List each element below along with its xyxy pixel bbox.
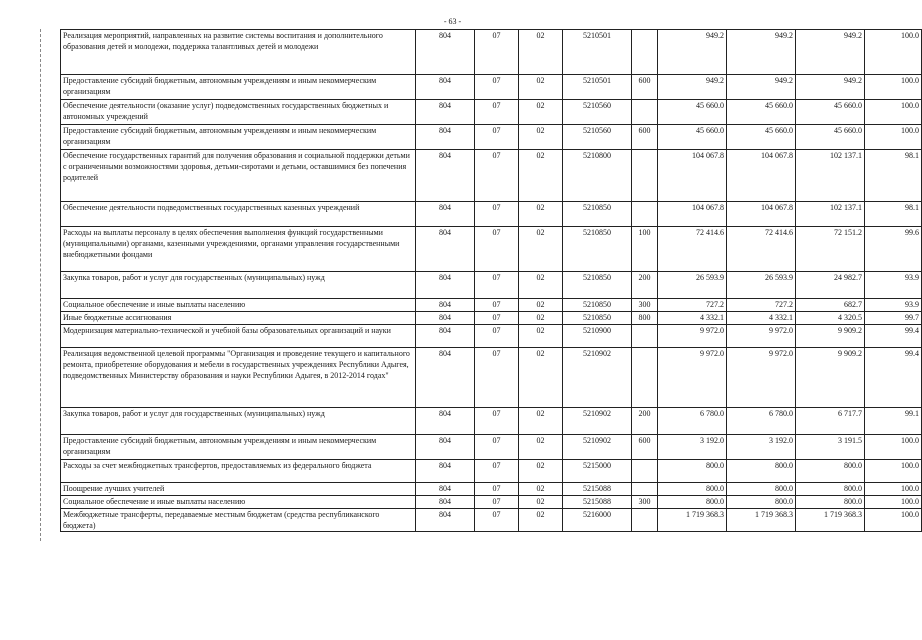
table-row xyxy=(61,509,922,532)
refined-amount: 45 660.0 xyxy=(727,125,796,150)
approved-amount: 3 192.0 xyxy=(658,435,727,460)
budget-table xyxy=(60,29,922,532)
target-article-code: 5210501 xyxy=(563,30,632,75)
refined-amount: 6 780.0 xyxy=(727,408,796,435)
table-row xyxy=(61,408,922,435)
ministry-code: 804 xyxy=(416,272,475,299)
section-code: 07 xyxy=(475,509,519,532)
refined-amount: 800.0 xyxy=(727,483,796,496)
section-code: 07 xyxy=(475,435,519,460)
table-row xyxy=(61,435,922,460)
ministry-code: 804 xyxy=(416,299,475,312)
item-name: Предоставление субсидий бюджетным, автономным учреждениям и иным некоммерческим организациям xyxy=(61,75,416,100)
execution-percent: 100.0 xyxy=(865,125,922,150)
item-name: Закупка товаров, работ и услуг для государственных (муниципальных) нужд xyxy=(61,408,416,435)
refined-amount: 26 593.9 xyxy=(727,272,796,299)
approved-amount: 9 972.0 xyxy=(658,325,727,348)
item-name: Предоставление субсидий бюджетным, автономным учреждениям и иным некоммерческим организациям xyxy=(61,125,416,150)
expense-type-code: 100 xyxy=(632,227,658,272)
target-article-code: 5210902 xyxy=(563,408,632,435)
execution-percent: 99.7 xyxy=(865,312,922,325)
execution-percent: 100.0 xyxy=(865,496,922,509)
item-name: Межбюджетные трансферты, передаваемые местным бюджетам (средства республиканского бюджета) xyxy=(61,509,416,532)
section-code: 07 xyxy=(475,125,519,150)
table-row xyxy=(61,460,922,483)
subsection-code: 02 xyxy=(519,227,563,272)
refined-amount: 3 192.0 xyxy=(727,435,796,460)
refined-amount: 9 972.0 xyxy=(727,348,796,408)
execution-percent: 100.0 xyxy=(865,75,922,100)
executed-amount: 682.7 xyxy=(796,299,865,312)
subsection-code: 02 xyxy=(519,299,563,312)
refined-amount: 9 972.0 xyxy=(727,325,796,348)
ministry-code: 804 xyxy=(416,30,475,75)
execution-percent: 100.0 xyxy=(865,483,922,496)
expense-type-code xyxy=(632,202,658,227)
table-row xyxy=(61,75,922,100)
approved-amount: 6 780.0 xyxy=(658,408,727,435)
executed-amount: 45 660.0 xyxy=(796,125,865,150)
section-code: 07 xyxy=(475,483,519,496)
target-article-code: 5215000 xyxy=(563,460,632,483)
ministry-code: 804 xyxy=(416,312,475,325)
approved-amount: 104 067.8 xyxy=(658,202,727,227)
item-name: Поощрение лучших учителей xyxy=(61,483,416,496)
target-article-code: 5210560 xyxy=(563,100,632,125)
executed-amount: 24 982.7 xyxy=(796,272,865,299)
target-article-code: 5210902 xyxy=(563,435,632,460)
ministry-code: 804 xyxy=(416,125,475,150)
section-code: 07 xyxy=(475,150,519,202)
item-name: Расходы за счет межбюджетных трансфертов, предоставляемых из федерального бюджета xyxy=(61,460,416,483)
item-name: Закупка товаров, работ и услуг для государственных (муниципальных) нужд xyxy=(61,272,416,299)
expense-type-code xyxy=(632,483,658,496)
section-code: 07 xyxy=(475,272,519,299)
section-code: 07 xyxy=(475,325,519,348)
target-article-code: 5210850 xyxy=(563,202,632,227)
section-code: 07 xyxy=(475,75,519,100)
executed-amount: 949.2 xyxy=(796,30,865,75)
approved-amount: 1 719 368.3 xyxy=(658,509,727,532)
target-article-code: 5210900 xyxy=(563,325,632,348)
executed-amount: 800.0 xyxy=(796,460,865,483)
subsection-code: 02 xyxy=(519,150,563,202)
approved-amount: 45 660.0 xyxy=(658,125,727,150)
expense-type-code: 300 xyxy=(632,496,658,509)
executed-amount: 949.2 xyxy=(796,75,865,100)
execution-percent: 98.1 xyxy=(865,202,922,227)
expense-type-code: 300 xyxy=(632,299,658,312)
expense-type-code: 600 xyxy=(632,125,658,150)
approved-amount: 4 332.1 xyxy=(658,312,727,325)
target-article-code: 5215088 xyxy=(563,483,632,496)
approved-amount: 727.2 xyxy=(658,299,727,312)
executed-amount: 9 909.2 xyxy=(796,348,865,408)
subsection-code: 02 xyxy=(519,100,563,125)
item-name: Социальное обеспечение и иные выплаты населению xyxy=(61,299,416,312)
item-name: Расходы на выплаты персоналу в целях обеспечения выполнения функций государственными (муниципальными) органами, казенными учреждениями, органами управления государственными внебюджетными фондами xyxy=(61,227,416,272)
execution-percent: 100.0 xyxy=(865,460,922,483)
section-code: 07 xyxy=(475,496,519,509)
section-code: 07 xyxy=(475,408,519,435)
item-name: Предоставление субсидий бюджетным, автономным учреждениям и иным некоммерческим организациям xyxy=(61,435,416,460)
item-name: Обеспечение деятельности подведомственных государственных казенных учреждений xyxy=(61,202,416,227)
section-code: 07 xyxy=(475,299,519,312)
refined-amount: 1 719 368.3 xyxy=(727,509,796,532)
item-name: Реализация мероприятий, направленных на развитие системы воспитания и дополнительного образования детей и молодежи, поддержка талантливых детей и молодежи xyxy=(61,30,416,75)
ministry-code: 804 xyxy=(416,408,475,435)
section-code: 07 xyxy=(475,312,519,325)
approved-amount: 800.0 xyxy=(658,496,727,509)
page-number: - 63 - xyxy=(443,17,462,26)
expense-type-code: 600 xyxy=(632,435,658,460)
table-row xyxy=(61,100,922,125)
executed-amount: 4 320.5 xyxy=(796,312,865,325)
table-row xyxy=(61,483,922,496)
expense-type-code xyxy=(632,460,658,483)
ministry-code: 804 xyxy=(416,509,475,532)
ministry-code: 804 xyxy=(416,435,475,460)
expense-type-code: 600 xyxy=(632,75,658,100)
execution-percent: 99.6 xyxy=(865,227,922,272)
expense-type-code: 200 xyxy=(632,272,658,299)
approved-amount: 26 593.9 xyxy=(658,272,727,299)
executed-amount: 800.0 xyxy=(796,496,865,509)
item-name: Обеспечение государственных гарантий для получения образования и социальной поддержки детьми с ограниченными возможностями здоровья, детьми-сиротами и детьми, оставшимися без попечения родителей xyxy=(61,150,416,202)
target-article-code: 5216000 xyxy=(563,509,632,532)
table-row xyxy=(61,30,922,75)
subsection-code: 02 xyxy=(519,496,563,509)
executed-amount: 1 719 368.3 xyxy=(796,509,865,532)
execution-percent: 100.0 xyxy=(865,509,922,532)
subsection-code: 02 xyxy=(519,272,563,299)
executed-amount: 45 660.0 xyxy=(796,100,865,125)
subsection-code: 02 xyxy=(519,202,563,227)
execution-percent: 93.9 xyxy=(865,299,922,312)
subsection-code: 02 xyxy=(519,312,563,325)
target-article-code: 5210850 xyxy=(563,272,632,299)
execution-percent: 100.0 xyxy=(865,100,922,125)
refined-amount: 104 067.8 xyxy=(727,150,796,202)
execution-percent: 99.4 xyxy=(865,325,922,348)
target-article-code: 5210902 xyxy=(563,348,632,408)
ministry-code: 804 xyxy=(416,75,475,100)
refined-amount: 4 332.1 xyxy=(727,312,796,325)
approved-amount: 9 972.0 xyxy=(658,348,727,408)
subsection-code: 02 xyxy=(519,483,563,496)
expense-type-code: 800 xyxy=(632,312,658,325)
subsection-code: 02 xyxy=(519,325,563,348)
approved-amount: 104 067.8 xyxy=(658,150,727,202)
refined-amount: 800.0 xyxy=(727,496,796,509)
item-name: Социальное обеспечение и иные выплаты населению xyxy=(61,496,416,509)
executed-amount: 9 909.2 xyxy=(796,325,865,348)
table-row xyxy=(61,299,922,312)
ministry-code: 804 xyxy=(416,202,475,227)
ministry-code: 804 xyxy=(416,460,475,483)
expense-type-code: 200 xyxy=(632,408,658,435)
ministry-code: 804 xyxy=(416,483,475,496)
subsection-code: 02 xyxy=(519,435,563,460)
subsection-code: 02 xyxy=(519,75,563,100)
table-row xyxy=(61,202,922,227)
executed-amount: 3 191.5 xyxy=(796,435,865,460)
executed-amount: 72 151.2 xyxy=(796,227,865,272)
execution-percent: 99.1 xyxy=(865,408,922,435)
budget-table-body xyxy=(61,30,922,532)
refined-amount: 72 414.6 xyxy=(727,227,796,272)
expense-type-code xyxy=(632,325,658,348)
table-row xyxy=(61,325,922,348)
expense-type-code xyxy=(632,150,658,202)
section-code: 07 xyxy=(475,348,519,408)
subsection-code: 02 xyxy=(519,408,563,435)
refined-amount: 800.0 xyxy=(727,460,796,483)
target-article-code: 5210850 xyxy=(563,227,632,272)
ministry-code: 804 xyxy=(416,227,475,272)
executed-amount: 102 137.1 xyxy=(796,150,865,202)
expense-type-code xyxy=(632,30,658,75)
section-code: 07 xyxy=(475,30,519,75)
table-row xyxy=(61,312,922,325)
refined-amount: 727.2 xyxy=(727,299,796,312)
expense-type-code xyxy=(632,509,658,532)
section-code: 07 xyxy=(475,227,519,272)
target-article-code: 5210850 xyxy=(563,299,632,312)
expense-type-code xyxy=(632,348,658,408)
expense-type-code xyxy=(632,100,658,125)
approved-amount: 45 660.0 xyxy=(658,100,727,125)
table-row xyxy=(61,227,922,272)
target-article-code: 5210501 xyxy=(563,75,632,100)
subsection-code: 02 xyxy=(519,509,563,532)
executed-amount: 102 137.1 xyxy=(796,202,865,227)
section-code: 07 xyxy=(475,202,519,227)
refined-amount: 949.2 xyxy=(727,30,796,75)
target-article-code: 5210850 xyxy=(563,312,632,325)
table-row xyxy=(61,125,922,150)
approved-amount: 800.0 xyxy=(658,460,727,483)
target-article-code: 5215088 xyxy=(563,496,632,509)
approved-amount: 949.2 xyxy=(658,30,727,75)
target-article-code: 5210560 xyxy=(563,125,632,150)
subsection-code: 02 xyxy=(519,348,563,408)
table-row xyxy=(61,150,922,202)
approved-amount: 72 414.6 xyxy=(658,227,727,272)
table-row xyxy=(61,272,922,299)
subsection-code: 02 xyxy=(519,30,563,75)
target-article-code: 5210800 xyxy=(563,150,632,202)
executed-amount: 6 717.7 xyxy=(796,408,865,435)
execution-percent: 100.0 xyxy=(865,435,922,460)
item-name: Иные бюджетные ассигнования xyxy=(61,312,416,325)
subsection-code: 02 xyxy=(519,125,563,150)
execution-percent: 93.9 xyxy=(865,272,922,299)
execution-percent: 98.1 xyxy=(865,150,922,202)
subsection-code: 02 xyxy=(519,460,563,483)
item-name: Обеспечение деятельности (оказание услуг) подведомственных государственных бюджетных и автономных учреждений xyxy=(61,100,416,125)
ministry-code: 804 xyxy=(416,496,475,509)
approved-amount: 949.2 xyxy=(658,75,727,100)
execution-percent: 99.4 xyxy=(865,348,922,408)
item-name: Модернизация материально-технической и учебной базы образовательных организаций и науки xyxy=(61,325,416,348)
executed-amount: 800.0 xyxy=(796,483,865,496)
ministry-code: 804 xyxy=(416,150,475,202)
execution-percent: 100.0 xyxy=(865,30,922,75)
ministry-code: 804 xyxy=(416,325,475,348)
section-code: 07 xyxy=(475,460,519,483)
ministry-code: 804 xyxy=(416,348,475,408)
table-row xyxy=(61,348,922,408)
refined-amount: 949.2 xyxy=(727,75,796,100)
approved-amount: 800.0 xyxy=(658,483,727,496)
binding-edge-line xyxy=(40,29,42,541)
refined-amount: 104 067.8 xyxy=(727,202,796,227)
ministry-code: 804 xyxy=(416,100,475,125)
refined-amount: 45 660.0 xyxy=(727,100,796,125)
section-code: 07 xyxy=(475,100,519,125)
item-name: Реализация ведомственной целевой программы "Организация и проведение текущего и капитального ремонта, приобретение оборудования и мебели в государственных учреждениях Республики Адыгея, подведомственных Министерству образования и науки Республики Адыгея, в 2012-2014 годах" xyxy=(61,348,416,408)
table-row xyxy=(61,496,922,509)
